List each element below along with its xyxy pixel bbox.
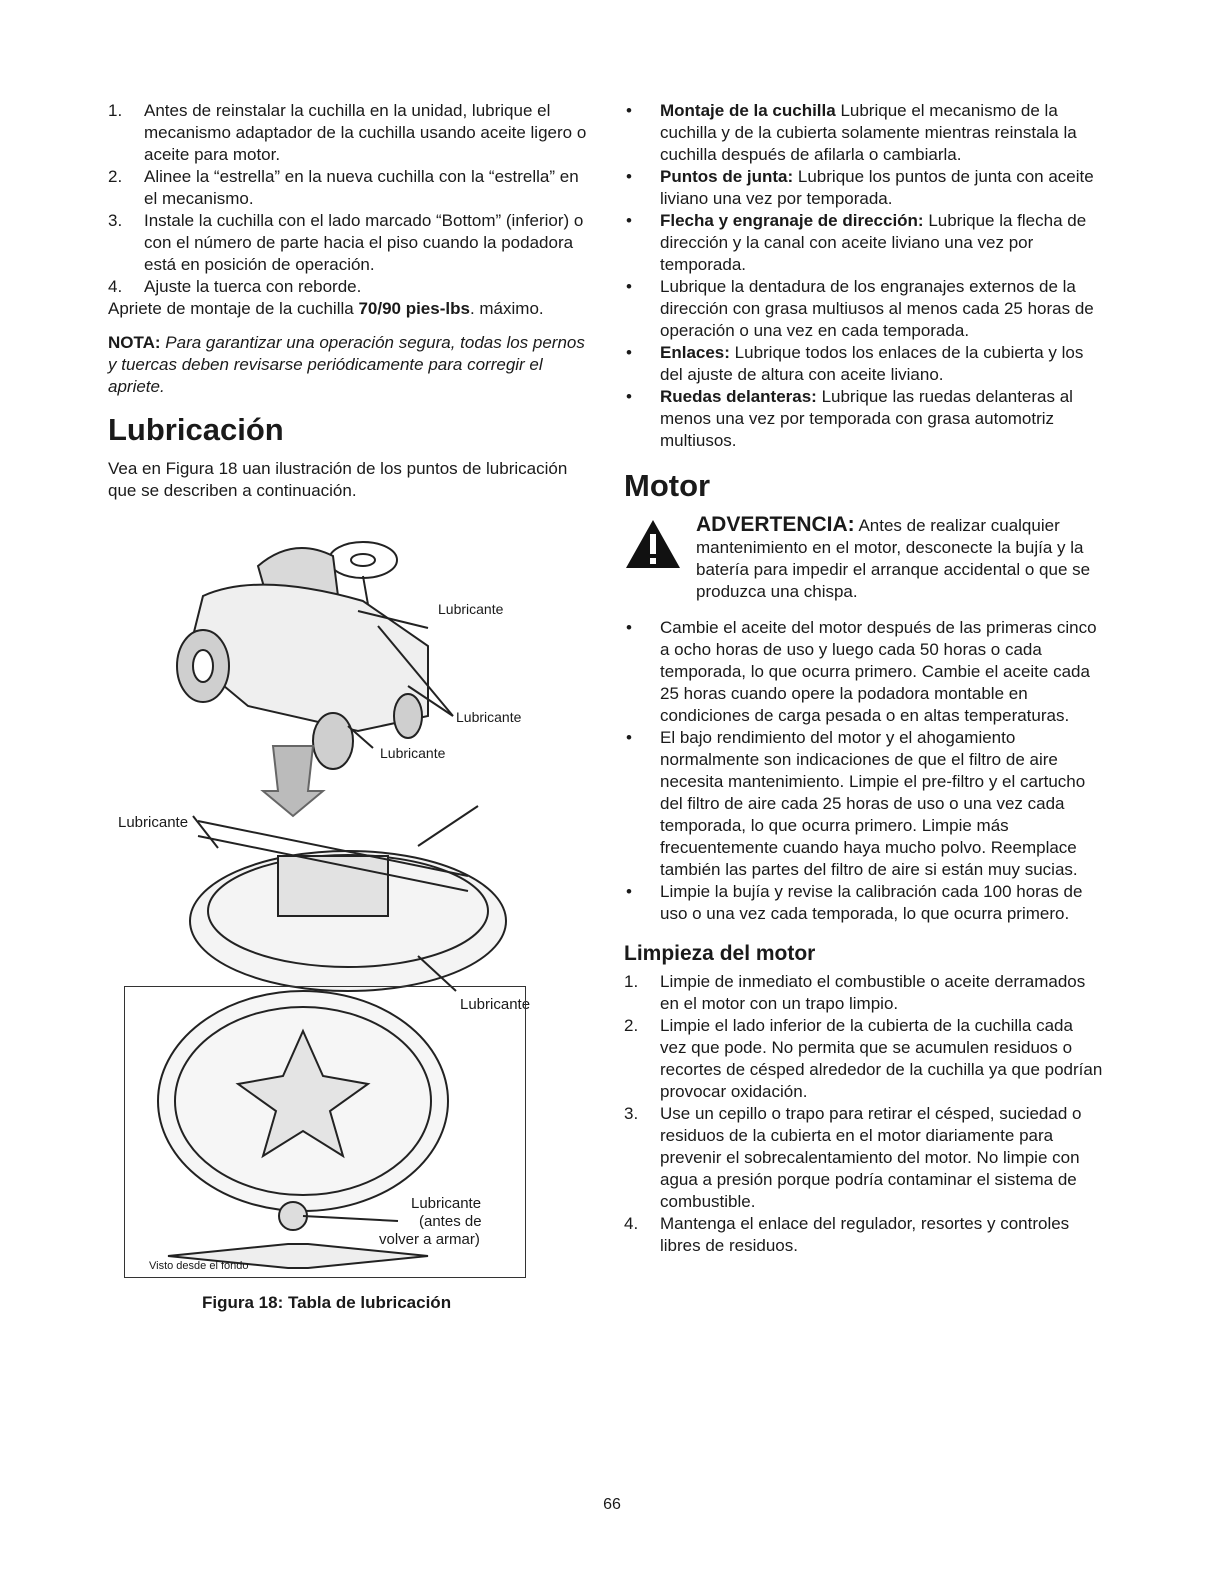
warning-icon — [624, 518, 682, 570]
label-volver: volver a armar) — [379, 1231, 480, 1248]
list-item: • Enlaces: Lubrique todos los enlaces de la cubierta y los del ajuste de altura con aceite liviano. — [626, 343, 1084, 384]
safety-note: NOTA: Para garantizar una operación segura, todas los pernos y tuercas deben revisarse periódicamente para corregir el apriete. — [108, 333, 585, 396]
list-item: 4. Mantenga el enlace del regulador, resortes y controles libres de residuos. — [624, 1214, 1070, 1255]
list-item: • Puntos de junta: Lubrique los puntos de junta con aceite liviano una vez por temporada. — [626, 167, 1094, 208]
motor-bullets — [624, 617, 1104, 925]
clean-steps — [624, 971, 1104, 1257]
list-item: • Cambie el aceite del motor después de las primeras cinco a ocho horas de uso y luego cada 50 horas o cada temporada, lo que ocurra primero. Cambie el aceite cada 25 horas cuando opere la podadora montable en condiciones de carga pesada o en altas temperaturas. — [626, 618, 1097, 725]
label-lubricante-wheel: Lubricante — [380, 745, 446, 761]
warning-text: Antes de realizar cualquier mantenimiento en el motor, desconecte la bujía y la batería para impedir el arranque accidental o que se produzca una chispa. — [696, 516, 1091, 601]
right-column — [624, 100, 1104, 1257]
visto-label: Visto desde el fondo — [149, 1260, 249, 1272]
left-column — [108, 100, 592, 1376]
label-lubricante-deck-right: Lubricante — [460, 996, 531, 1013]
list-item: • Montaje de la cuchilla Lubrique el mecanismo de la cuchilla y de la cubierta solamente mientras reinstala la cuchilla después de afilarla o cambiarla. — [626, 101, 1077, 164]
list-item: • Ruedas delanteras: Lubrique las ruedas delanteras al menos una vez por temporada con grasa automotriz multiusos. — [626, 387, 1073, 450]
list-item: 1. Antes de reinstalar la cuchilla en la unidad, lubrique el mecanismo adaptador de la cuchilla usando aceite ligero o aceite para motor. — [108, 101, 587, 164]
list-item: • Flecha y engranaje de dirección: Lubrique la flecha de dirección y la canal con aceite liviano una vez por temporada. — [626, 211, 1087, 274]
list-item: • El bajo rendimiento del motor y el ahogamiento normalmente son indicaciones de que el filtro de aire necesita mantenimiento. Limpie el pre-filtro y el cartucho del filtro de aire cada 25 horas de uso o una vez cada temporada, lo que ocurra primero. Limpie más frecuentemente cuando haya mucho polvo. Reemplace también las partes del filtro de aire si están muy sucias. — [626, 728, 1086, 879]
label-lubricante-front: Lubricante — [456, 709, 522, 725]
list-item: 4. Ajuste la tuerca con reborde. — [108, 277, 362, 296]
warning-block — [624, 514, 1104, 603]
label-lubricante-deck: Lubricante — [118, 814, 189, 831]
list-item: 3. Instale la cuchilla con el lado marcado “Bottom” (inferior) o con el número de parte hacia el piso cuando la podadora está en posición de operación. — [108, 211, 584, 274]
list-item: • Limpie la bujía y revise la calibración cada 100 horas de uso o una vez cada temporada, lo que ocurra primero. — [626, 882, 1083, 923]
label-lubricante-seat: Lubricante — [438, 601, 504, 617]
lubrication-heading: Lubricación — [108, 412, 284, 447]
warning-label: ADVERTENCIA: — [696, 513, 855, 536]
lubrication-intro: Vea en Figura 18 uan ilustración de los puntos de lubricación que se describen a continuación. — [108, 459, 568, 500]
list-item: 2. Limpie el lado inferior de la cubierta de la cuchilla cada vez que pode. No permita que se acumulen residuos o recortes de césped alrededor de la cuchilla ya que podrían provocar oxidación. — [624, 1016, 1103, 1101]
motor-heading: Motor — [624, 468, 711, 503]
lubrication-figure — [108, 516, 592, 1376]
bottom-view-box — [124, 986, 526, 1278]
page-number: 66 — [603, 1496, 621, 1513]
list-item: • Lubrique la dentadura de los engranajes externos de la dirección con grasa multiusos al menos cada 25 horas de operación o una vez en cada temporada. — [626, 277, 1094, 340]
label-lubricante-blade: Lubricante — [411, 1195, 482, 1212]
list-item: 1. Limpie de inmediato el combustible o aceite derramados en el motor con un trapo limpio. — [624, 972, 1086, 1013]
clean-heading: Limpieza del motor — [624, 942, 816, 965]
torque-spec: Apriete de montaje de la cuchilla 70/90 pies-lbs. máximo. — [108, 299, 544, 318]
figure-caption: Figura 18: Tabla de lubricación — [202, 1293, 452, 1312]
lubrication-bullets — [624, 100, 1104, 452]
label-antes: (antes de — [419, 1213, 482, 1230]
blade-steps — [108, 100, 592, 298]
list-item: 2. Alinee la “estrella” en la nueva cuchilla con la “estrella” en el mecanismo. — [108, 167, 579, 208]
list-item: 3. Use un cepillo o trapo para retirar el césped, suciedad o residuos de la cubierta en el motor diariamente para prevenir el sobrecalentamiento del motor. No limpie con agua a presión porque podría contaminar el sistema de combustible. — [624, 1104, 1082, 1211]
